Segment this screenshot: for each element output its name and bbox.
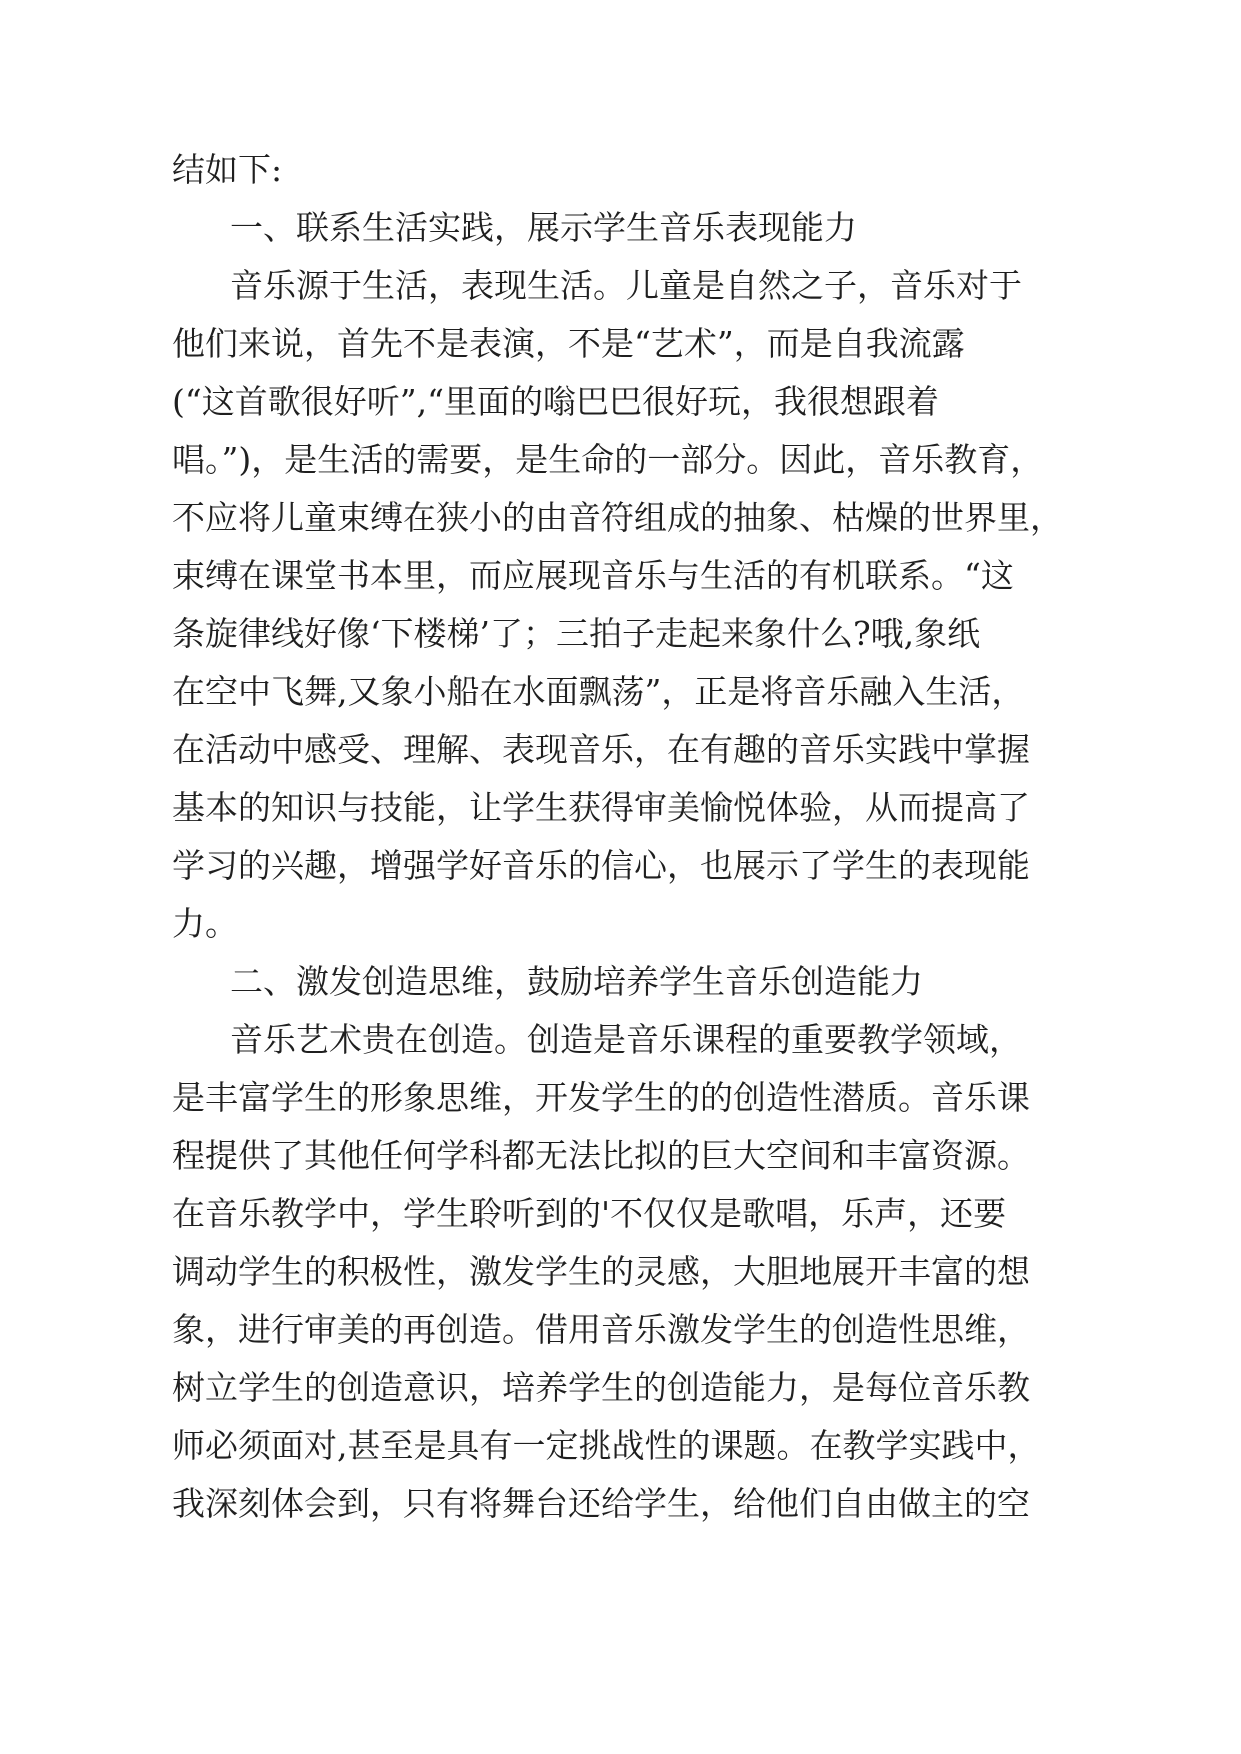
text-line: 我深刻体会到，只有将舞台还给学生，给他们自由做主的空 bbox=[172, 1484, 1030, 1523]
text-line: 唱。”)，是生活的需要，是生命的一部分。因此，音乐教育， bbox=[172, 440, 1044, 479]
text-line: 条旋律线好像‘下楼梯’了；三拍子走起来象什么?哦,象纸 bbox=[172, 614, 981, 653]
text-line: 力。 bbox=[172, 904, 238, 943]
section-heading: 一、联系生活实践，展示学生音乐表现能力 bbox=[230, 208, 857, 247]
text-line: 程提供了其他任何学科都无法比拟的巨大空间和丰富资源。 bbox=[172, 1136, 1030, 1175]
text-line: 在音乐教学中，学生聆听到的'不仅仅是歌唱，乐声，还要 bbox=[172, 1194, 1007, 1233]
text-line: 树立学生的创造意识，培养学生的创造能力，是每位音乐教 bbox=[172, 1368, 1030, 1407]
text-line: 结如下: bbox=[172, 150, 283, 189]
text-line: 音乐源于生活，表现生活。儿童是自然之子，音乐对于 bbox=[230, 266, 1022, 305]
text-line: 象，进行审美的再创造。借用音乐激发学生的创造性思维， bbox=[172, 1310, 1030, 1349]
text-line: 师必须面对,甚至是具有一定挑战性的课题。在教学实践中， bbox=[172, 1426, 1041, 1465]
section-heading: 二、激发创造思维，鼓励培养学生音乐创造能力 bbox=[230, 962, 923, 1001]
text-line: 是丰富学生的形象思维，开发学生的的创造性潜质。音乐课 bbox=[172, 1078, 1030, 1117]
text-line: 束缚在课堂书本里，而应展现音乐与生活的有机联系。“这 bbox=[172, 556, 1014, 595]
text-line: 基本的知识与技能，让学生获得审美愉悦体验，从而提高了 bbox=[172, 788, 1030, 827]
text-line: 不应将儿童束缚在狭小的由音符组成的抽象、枯燥的世界里， bbox=[172, 498, 1063, 537]
text-line: (“这首歌很好听”,“里面的嗡巴巴很好玩，我很想跟着 bbox=[172, 382, 939, 421]
text-line: 调动学生的积极性，激发学生的灵感，大胆地展开丰富的想 bbox=[172, 1252, 1030, 1291]
text-line: 在空中飞舞,又象小船在水面飘荡”，正是将音乐融入生活， bbox=[172, 672, 1025, 711]
text-line: 音乐艺术贵在创造。创造是音乐课程的重要教学领域， bbox=[230, 1020, 1022, 1059]
text-line: 他们来说，首先不是表演，不是“艺术”，而是自我流露 bbox=[172, 324, 965, 363]
text-line: 学习的兴趣，增强学好音乐的信心，也展示了学生的表现能 bbox=[172, 846, 1030, 885]
text-line: 在活动中感受、理解、表现音乐，在有趣的音乐实践中掌握 bbox=[172, 730, 1030, 769]
